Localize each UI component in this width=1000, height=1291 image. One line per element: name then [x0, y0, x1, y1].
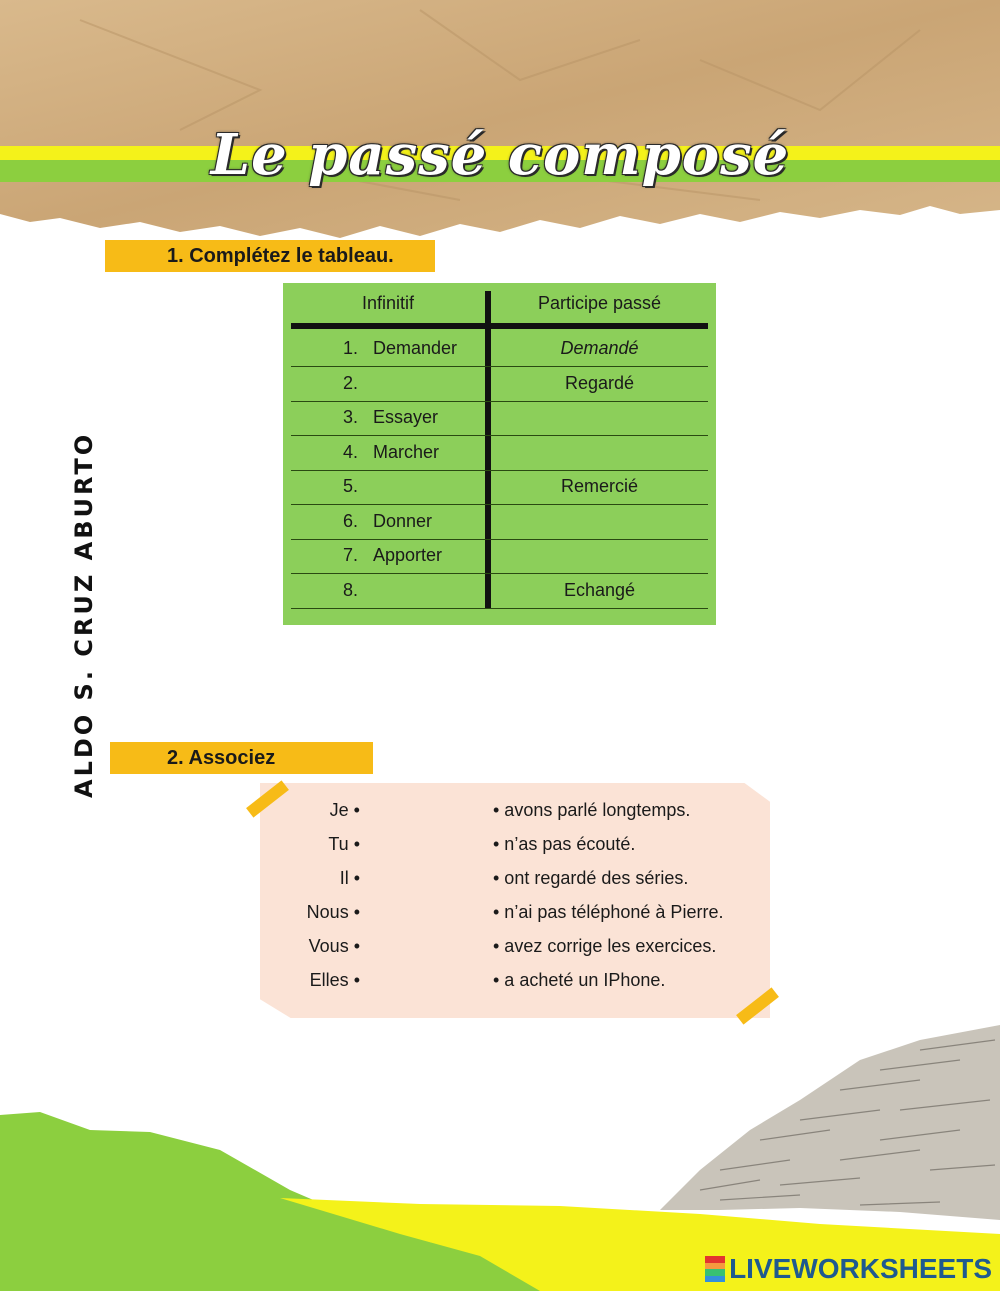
table-row	[291, 504, 708, 540]
row-number: 7.	[343, 545, 359, 565]
row-number: 2.	[343, 373, 359, 393]
table-row	[291, 366, 708, 402]
ending-dot[interactable]: • avez corrige les exercices.	[493, 936, 717, 956]
header-divider	[291, 323, 708, 329]
pronoun-dot[interactable]: Tu •	[328, 834, 360, 854]
table-row	[291, 331, 708, 367]
row-participle: Echangé	[563, 580, 636, 600]
row-number: 1.	[343, 338, 359, 358]
table-row	[291, 573, 708, 609]
row-number: 4.	[343, 442, 359, 462]
logo-mark-icon	[705, 1256, 725, 1282]
ending-dot[interactable]: • n’as pas écouté.	[493, 834, 636, 854]
section1-label: 1. Complétez le tableau.	[105, 240, 435, 272]
row-infinitive: Apporter	[373, 545, 443, 565]
pronoun-dot[interactable]: Elles •	[309, 970, 360, 990]
section2-label: 2. Associez	[110, 742, 373, 774]
table-row	[291, 400, 708, 436]
logo-text: LIVEWORKSHEETS	[729, 1253, 992, 1284]
row-infinitive: Donner	[373, 511, 433, 531]
header-participle: Participe passé	[537, 293, 662, 313]
table-row	[291, 538, 708, 574]
row-infinitive: Essayer	[373, 407, 439, 427]
row-number: 3.	[343, 407, 359, 427]
pronoun-dot[interactable]: Il •	[339, 868, 360, 888]
row-participle: Regardé	[564, 373, 635, 393]
row-infinitive: Demander	[373, 338, 458, 358]
bottom-decoration	[0, 1020, 1000, 1291]
row-participle: Demandé	[560, 338, 639, 358]
conjugation-table	[283, 283, 716, 625]
row-infinitive: Marcher	[373, 442, 440, 462]
ending-dot[interactable]: • n’ai pas téléphoné à Pierre.	[493, 902, 724, 922]
row-number: 6.	[343, 511, 359, 531]
table-row	[291, 469, 708, 505]
pronoun-dot[interactable]: Je •	[329, 800, 360, 820]
ending-dot[interactable]: • avons parlé longtemps.	[493, 800, 691, 820]
header-infinitive: Infinitif	[361, 293, 415, 313]
pronoun-column	[240, 800, 360, 1000]
row-number: 8.	[343, 580, 359, 600]
pronoun-dot[interactable]: Vous •	[308, 936, 360, 956]
page-title: Le passé composé	[210, 122, 790, 188]
ending-dot[interactable]: • ont regardé des séries.	[493, 868, 689, 888]
row-participle: Remercié	[560, 476, 639, 496]
liveworksheets-logo	[705, 1253, 992, 1285]
pronoun-dot[interactable]: Nous •	[306, 902, 360, 922]
row-number: 5.	[343, 476, 359, 496]
ending-dot[interactable]: • a acheté un IPhone.	[493, 970, 666, 990]
table-row	[291, 435, 708, 471]
author-name: ALDO S. CRUZ ABURTO	[70, 431, 98, 798]
